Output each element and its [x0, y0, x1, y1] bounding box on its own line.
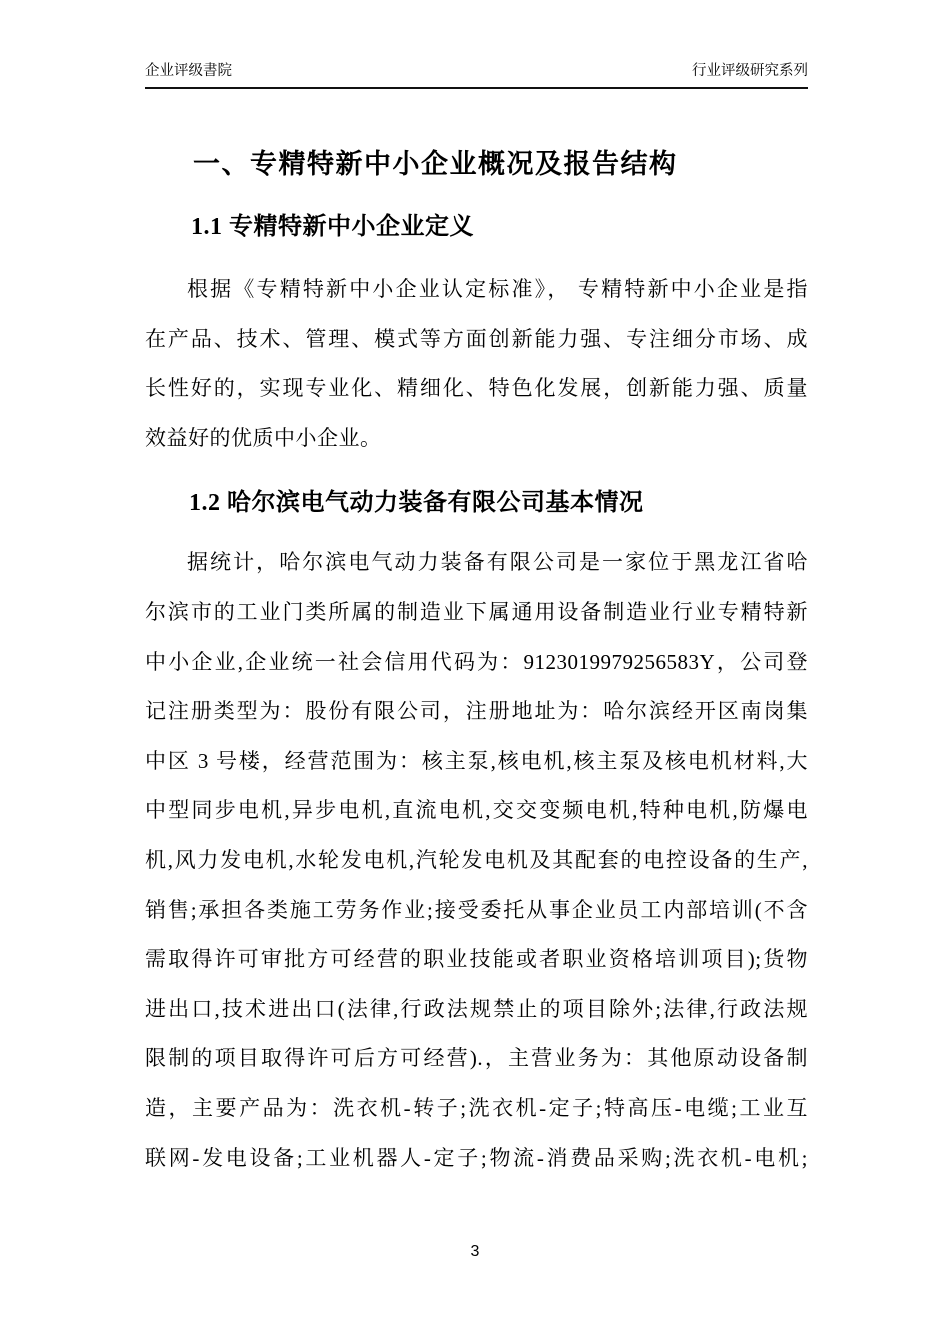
subsection-heading-1-1: 1.1 专精特新中小企业定义	[191, 214, 474, 240]
paragraph-line: 长性好的，实现专业化、精细化、特色化发展，创新能力强、质量	[145, 376, 808, 401]
paragraph-line: 根据《专精特新中小企业认定标准》， 专精特新中小企业是指	[187, 277, 808, 301]
paragraph-line: 中小企业,企业统一社会信用代码为：9123019979256583Y，公司登	[145, 649, 808, 674]
paragraph-line: 需取得许可审批方可经营的职业技能或者职业资格培训项目);货物	[145, 947, 808, 972]
header-left-text: 企业评级書院	[145, 63, 232, 79]
header-right-text: 行业评级研究系列	[692, 63, 808, 79]
paragraph-line: 效益好的优质中小企业。	[145, 425, 382, 450]
paragraph-line: 限制的项目取得许可后方可经营).，主营业务为：其他原动设备制	[145, 1046, 808, 1071]
paragraph-line: 销售;承担各类施工劳务作业;接受委托从事企业员工内部培训(不含	[145, 897, 808, 922]
subsection-heading-1-2: 1.2 哈尔滨电气动力装备有限公司基本情况	[189, 490, 644, 517]
paragraph-line: 机,风力发电机,水轮发电机,汽轮发电机及其配套的电控设备的生产,	[145, 847, 808, 872]
paragraph-line: 进出口,技术进出口(法律,行政法规禁止的项目除外;法律,行政法规	[145, 996, 808, 1021]
running-header	[145, 62, 808, 89]
paragraph-line: 据统计，哈尔滨电气动力装备有限公司是一家位于黑龙江省哈	[187, 550, 808, 575]
paragraph-1-1	[145, 265, 808, 463]
section-heading-1: 一、专精特新中小企业概况及报告结构	[193, 149, 678, 179]
paragraph-line: 尔滨市的工业门类所属的制造业下属通用设备制造业行业专精特新	[145, 599, 808, 624]
paragraph-line: 记注册类型为：股份有限公司，注册地址为：哈尔滨经开区南岗集	[145, 699, 808, 724]
paragraph-line: 联网-发电设备;工业机器人-定子;物流-消费品采购;洗衣机-电机;	[145, 1145, 808, 1170]
paragraph-line: 中型同步电机,异步电机,直流电机,交交变频电机,特种电机,防爆电	[145, 798, 808, 823]
paragraph-line: 在产品、技术、管理、模式等方面创新能力强、专注细分市场、成	[145, 326, 808, 351]
paragraph-line: 中区 3 号楼，经营范围为：核主泵,核电机,核主泵及核电机材料,大	[145, 748, 808, 773]
paragraph-1-2	[145, 538, 808, 1183]
page-content	[0, 62, 950, 1183]
page-number: 3	[470, 1243, 480, 1260]
paragraph-line: 造，主要产品为：洗衣机-转子;洗衣机-定子;特高压-电缆;工业互	[145, 1095, 808, 1120]
